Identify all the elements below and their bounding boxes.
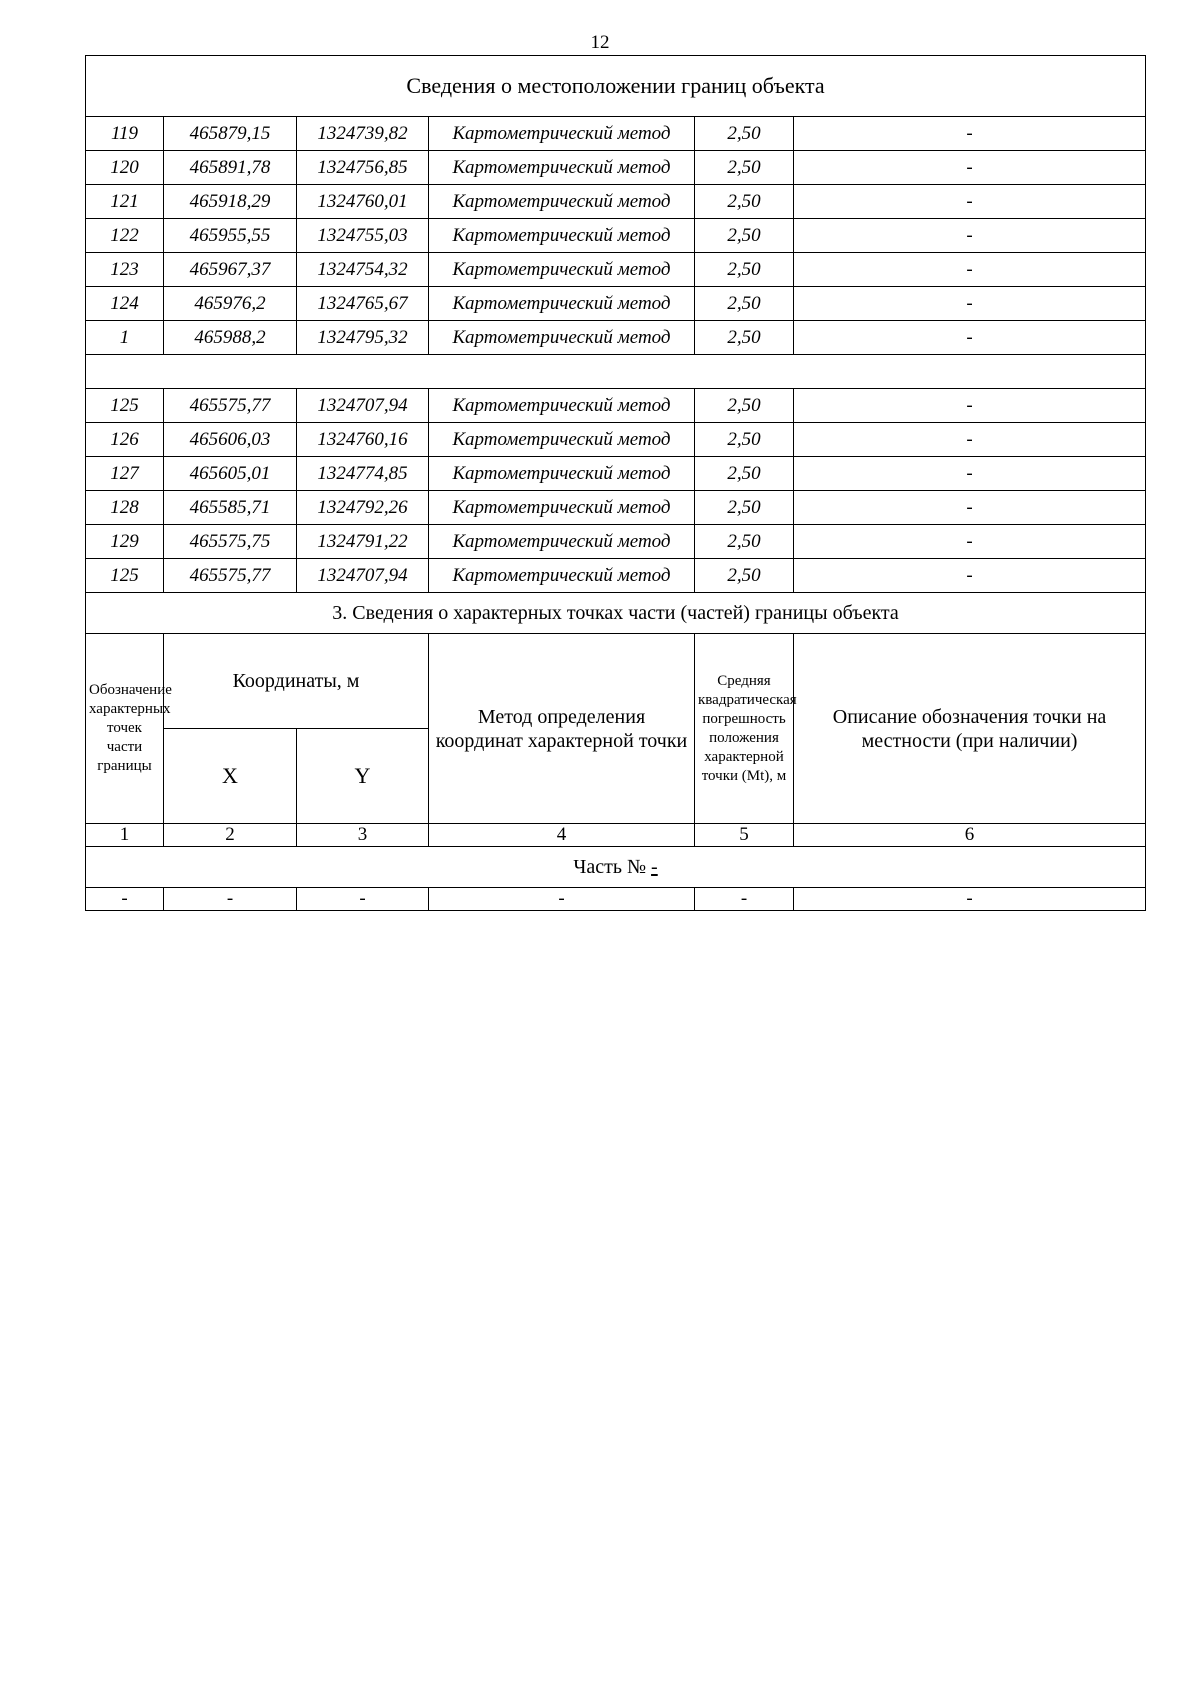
table-row	[86, 423, 1146, 457]
empty-data-row	[86, 888, 1146, 911]
table-row	[86, 389, 1146, 423]
page-number: 12	[590, 32, 610, 53]
table-row	[86, 219, 1146, 253]
table-row	[86, 491, 1146, 525]
column-number: 6	[794, 824, 1146, 847]
description: -	[794, 559, 1146, 593]
description: -	[794, 321, 1146, 355]
method: Картометрический метод	[429, 321, 695, 355]
description: -	[794, 491, 1146, 525]
section-title-row	[86, 56, 1146, 117]
part-row	[86, 847, 1146, 888]
mt-value: 2,50	[695, 457, 794, 491]
method: Картометрический метод	[429, 219, 695, 253]
description: -	[794, 525, 1146, 559]
point-number: 125	[86, 389, 164, 423]
header-point-designation: Обозначение характерных точек части границы	[86, 634, 164, 824]
blank-row	[86, 355, 1146, 389]
mt-value: 2,50	[695, 185, 794, 219]
part-label: Часть №	[573, 855, 652, 878]
coord-y: 1324791,22	[297, 525, 429, 559]
coord-x: 465605,01	[164, 457, 297, 491]
coord-y: 1324792,26	[297, 491, 429, 525]
section-title: Сведения о местоположении границ объекта	[86, 56, 1146, 117]
table-row	[86, 117, 1146, 151]
point-number: 120	[86, 151, 164, 185]
method: Картометрический метод	[429, 185, 695, 219]
method: Картометрический метод	[429, 457, 695, 491]
method: Картометрический метод	[429, 389, 695, 423]
coord-x: 465575,75	[164, 525, 297, 559]
empty-cell: -	[794, 888, 1146, 911]
table-row	[86, 321, 1146, 355]
mt-value: 2,50	[695, 151, 794, 185]
part-cell	[86, 847, 1146, 888]
mt-value: 2,50	[695, 491, 794, 525]
column-number: 5	[695, 824, 794, 847]
coord-x: 465967,37	[164, 253, 297, 287]
header-coordinates: Координаты, м	[164, 634, 429, 729]
table-row	[86, 287, 1146, 321]
coord-y: 1324707,94	[297, 559, 429, 593]
coord-y: 1324707,94	[297, 389, 429, 423]
mt-value: 2,50	[695, 559, 794, 593]
description: -	[794, 151, 1146, 185]
coord-x: 465976,2	[164, 287, 297, 321]
column-number: 3	[297, 824, 429, 847]
method: Картометрический метод	[429, 151, 695, 185]
header-description: Описание обозначения точки на местности (при наличии)	[794, 634, 1146, 824]
table-row	[86, 151, 1146, 185]
coord-x: 465891,78	[164, 151, 297, 185]
mt-value: 2,50	[695, 253, 794, 287]
description: -	[794, 253, 1146, 287]
method: Картометрический метод	[429, 423, 695, 457]
mt-value: 2,50	[695, 219, 794, 253]
column-number: 1	[86, 824, 164, 847]
header-mt: Средняя квадратическая погрешность положения характерной точки (Mt), м	[695, 634, 794, 824]
mt-value: 2,50	[695, 117, 794, 151]
point-number: 127	[86, 457, 164, 491]
method: Картометрический метод	[429, 117, 695, 151]
method: Картометрический метод	[429, 525, 695, 559]
method: Картометрический метод	[429, 559, 695, 593]
empty-cell: -	[164, 888, 297, 911]
coord-x: 465606,03	[164, 423, 297, 457]
point-number: 128	[86, 491, 164, 525]
coord-y: 1324774,85	[297, 457, 429, 491]
table-row	[86, 185, 1146, 219]
point-number: 126	[86, 423, 164, 457]
empty-cell: -	[86, 888, 164, 911]
table-row	[86, 253, 1146, 287]
mt-value: 2,50	[695, 525, 794, 559]
point-number: 1	[86, 321, 164, 355]
description: -	[794, 117, 1146, 151]
coord-y: 1324739,82	[297, 117, 429, 151]
coord-y: 1324765,67	[297, 287, 429, 321]
description: -	[794, 423, 1146, 457]
column-number: 4	[429, 824, 695, 847]
coord-y: 1324760,01	[297, 185, 429, 219]
coord-y: 1324756,85	[297, 151, 429, 185]
header-x: X	[164, 729, 297, 824]
coord-y: 1324760,16	[297, 423, 429, 457]
mt-value: 2,50	[695, 389, 794, 423]
section3-title: 3. Сведения о характерных точках части (частей) границы объекта	[86, 593, 1146, 634]
method: Картометрический метод	[429, 287, 695, 321]
description: -	[794, 389, 1146, 423]
empty-cell: -	[695, 888, 794, 911]
coord-x: 465988,2	[164, 321, 297, 355]
coord-x: 465575,77	[164, 389, 297, 423]
coord-x: 465585,71	[164, 491, 297, 525]
coord-x: 465575,77	[164, 559, 297, 593]
empty-cell: -	[297, 888, 429, 911]
description: -	[794, 185, 1146, 219]
table-row	[86, 525, 1146, 559]
mt-value: 2,50	[695, 321, 794, 355]
point-number: 122	[86, 219, 164, 253]
header-y: Y	[297, 729, 429, 824]
table-row	[86, 457, 1146, 491]
coord-x: 465955,55	[164, 219, 297, 253]
method: Картометрический метод	[429, 491, 695, 525]
point-number: 123	[86, 253, 164, 287]
column-numbers-row	[86, 824, 1146, 847]
point-number: 129	[86, 525, 164, 559]
point-number: 119	[86, 117, 164, 151]
boundary-table	[85, 55, 1146, 911]
header-method: Метод определения координат характерной точки	[429, 634, 695, 824]
point-number: 125	[86, 559, 164, 593]
header-row	[86, 634, 1146, 729]
mt-value: 2,50	[695, 423, 794, 457]
coord-y: 1324755,03	[297, 219, 429, 253]
part-number: -	[651, 855, 658, 878]
description: -	[794, 287, 1146, 321]
coord-x: 465918,29	[164, 185, 297, 219]
section3-title-row	[86, 593, 1146, 634]
table-row	[86, 559, 1146, 593]
coord-x: 465879,15	[164, 117, 297, 151]
point-number: 124	[86, 287, 164, 321]
description: -	[794, 219, 1146, 253]
point-number: 121	[86, 185, 164, 219]
blank-cell	[86, 355, 1146, 389]
coord-y: 1324795,32	[297, 321, 429, 355]
method: Картометрический метод	[429, 253, 695, 287]
empty-cell: -	[429, 888, 695, 911]
column-number: 2	[164, 824, 297, 847]
mt-value: 2,50	[695, 287, 794, 321]
coord-y: 1324754,32	[297, 253, 429, 287]
description: -	[794, 457, 1146, 491]
